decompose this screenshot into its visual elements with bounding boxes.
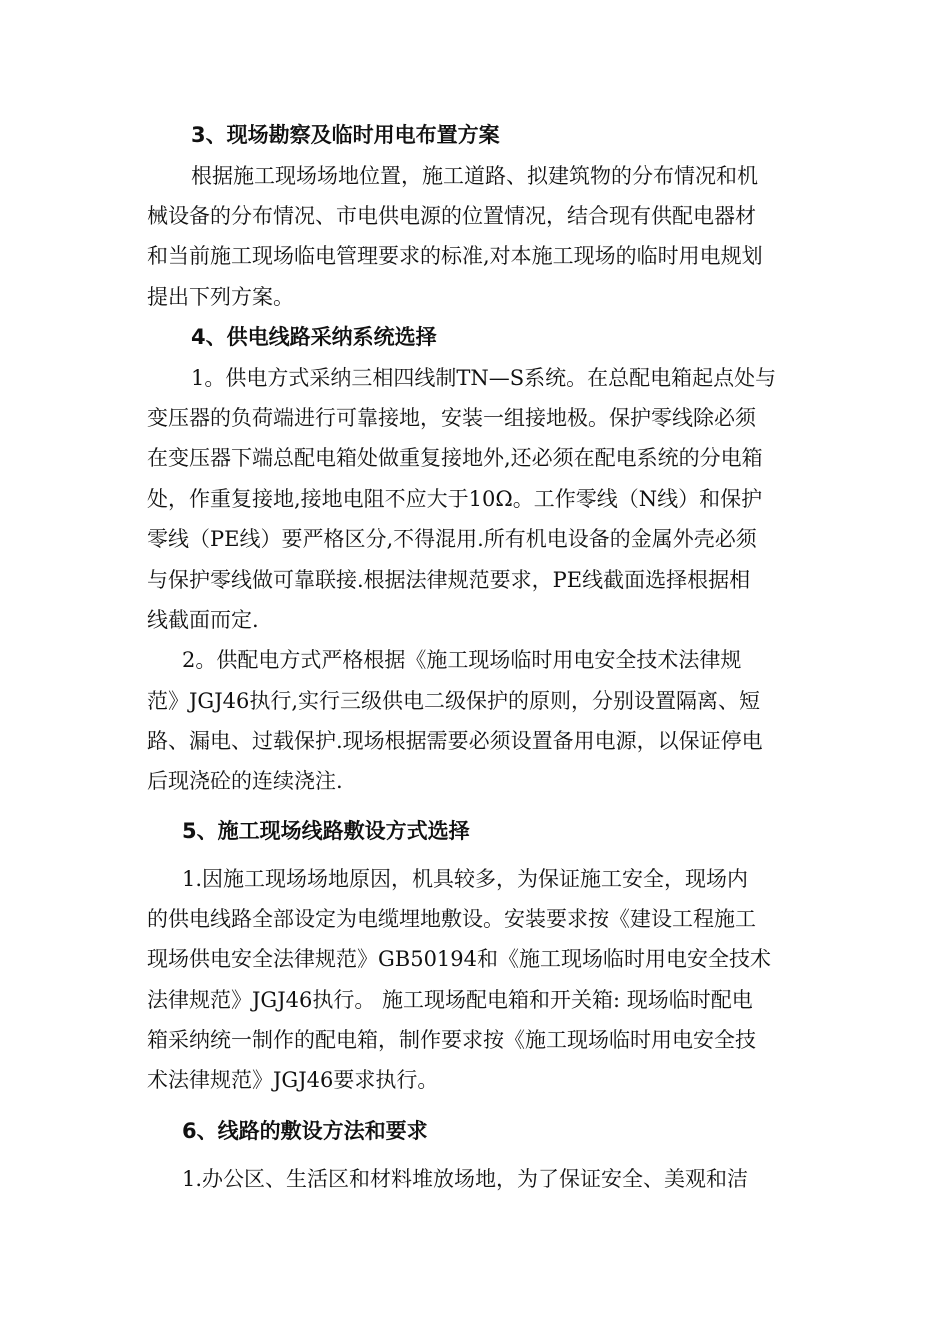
section-5-heading: 5、施工现场线路敷设方式选择 xyxy=(182,819,470,843)
paragraph-line: 1.办公区、生活区和材料堆放场地，为了保证安全、美观和洁 xyxy=(182,1167,749,1191)
paragraph-line: 械设备的分布情况、市电供电源的位置情况，结合现有供配电器材 xyxy=(147,204,756,228)
section-3-heading: 3、现场勘察及临时用电布置方案 xyxy=(191,123,500,147)
paragraph-line: 线截面而定. xyxy=(147,608,259,632)
paragraph-line: 法律规范》JGJ46执行。 施工现场配电箱和开关箱: 现场临时配电 xyxy=(147,988,753,1012)
paragraph-line: 1。供电方式采纳三相四线制TN—S系统。在总配电箱起点处与 xyxy=(191,366,777,390)
section-6-heading: 6、线路的敷设方法和要求 xyxy=(182,1119,428,1143)
paragraph-line: 路、漏电、过载保护.现场根据需要必须设置备用电源，以保证停电 xyxy=(147,729,763,753)
paragraph-line: 2。供配电方式严格根据《施工现场临时用电安全技术法律规 xyxy=(182,648,742,672)
paragraph-line: 根据施工现场场地位置，施工道路、拟建筑物的分布情况和机 xyxy=(191,164,758,188)
paragraph-line: 和当前施工现场临电管理要求的标准,对本施工现场的临时用电规划 xyxy=(147,244,763,268)
paragraph-line: 变压器的负荷端进行可靠接地，安装一组接地极。保护零线除必须 xyxy=(147,406,756,430)
paragraph-line: 术法律规范》JGJ46要求执行。 xyxy=(147,1068,439,1092)
paragraph-line: 箱采纳统一制作的配电箱，制作要求按《施工现场临时用电安全技 xyxy=(147,1028,756,1052)
paragraph-line: 后现浇砼的连续浇注. xyxy=(147,769,343,793)
paragraph-line: 提出下列方案。 xyxy=(147,285,294,309)
paragraph-line: 的供电线路全部设定为电缆埋地敷设。安装要求按《建设工程施工 xyxy=(147,907,756,931)
paragraph-line: 与保护零线做可靠联接.根据法律规范要求，PE线截面选择根据相 xyxy=(147,568,751,592)
paragraph-line: 1.因施工现场场地原因，机具较多，为保证施工安全，现场内 xyxy=(182,867,749,891)
paragraph-line: 现场供电安全法律规范》GB50194和《施工现场临时用电安全技术 xyxy=(147,947,772,971)
section-4-heading: 4、供电线路采纳系统选择 xyxy=(191,325,437,349)
paragraph-line: 范》JGJ46执行,实行三级供电二级保护的原则，分别设置隔离、短 xyxy=(147,689,761,713)
paragraph-line: 处，作重复接地,接地电阻不应大于10Ω。工作零线（N线）和保护 xyxy=(147,487,763,511)
paragraph-line: 零线（PE线）要严格区分,不得混用.所有机电设备的金属外壳必须 xyxy=(147,527,757,551)
paragraph-line: 在变压器下端总配电箱处做重复接地外,还必须在配电系统的分电箱 xyxy=(147,446,763,470)
